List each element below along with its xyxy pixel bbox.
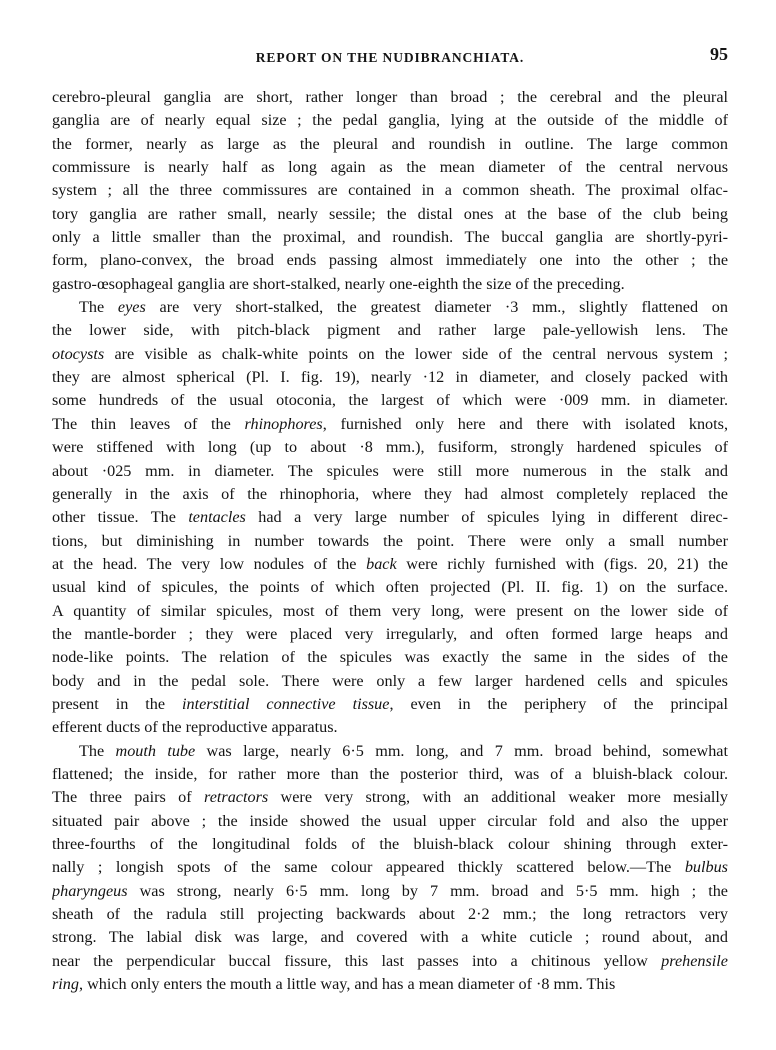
text-segment: were stiffened with long (up to about ·8 mm.), fusiform, strongly hardened spicules of [52, 438, 728, 457]
text-line [52, 926, 728, 949]
text-segment: about ·025 mm. in diameter. The spicules were still more numerous in the stalk and [52, 461, 728, 480]
text-line [52, 156, 728, 179]
italic-term: prehensile [661, 951, 728, 970]
text-segment: gastro-œsophageal ganglia are short-stalked, nearly one-eighth the size of the preceding. [52, 274, 625, 293]
text-segment: present in the [52, 694, 182, 713]
italic-term: otocysts [52, 344, 105, 363]
paragraph [52, 740, 728, 997]
text-line [52, 249, 728, 272]
text-segment: situated pair above ; the inside showed the usual upper circular fold and also the upper [52, 811, 728, 830]
text-line [52, 670, 728, 693]
text-segment: usual kind of spicules, the points of which often projected (Pl. II. fig. 1) on the surface. [52, 578, 728, 597]
italic-term: rhinophores [244, 414, 323, 433]
text-line [52, 856, 728, 879]
body-text [52, 86, 728, 996]
text-line [52, 319, 728, 342]
text-segment: had a very large number of spicules lying in different direc- [245, 508, 728, 527]
text-segment: tions, but diminishing in number towards the point. There were only a small number [52, 531, 728, 550]
text-segment: cerebro-pleural ganglia are short, rather longer than broad ; the cerebral and the pleural [52, 88, 728, 106]
italic-term: tentacles [188, 508, 246, 527]
page-number: 95 [710, 44, 728, 64]
text-line [52, 600, 728, 623]
text-line [52, 880, 728, 903]
text-segment: at the head. The very low nodules of the [52, 554, 367, 573]
text-line [52, 646, 728, 669]
text-line [52, 623, 728, 646]
text-line [52, 226, 728, 249]
text-segment: flattened; the inside, for rather more than the posterior third, was of a bluish-black colour. [52, 764, 728, 783]
text-segment: was large, nearly 6·5 mm. long, and 7 mm. broad behind, somewhat [195, 741, 728, 760]
text-segment: are very short-stalked, the greatest diameter ·3 mm., slightly flattened on [145, 298, 728, 317]
text-segment: some hundreds of the usual otoconia, the largest of which were ·009 mm. in diameter. [52, 391, 728, 410]
text-segment: was strong, nearly 6·5 mm. long by 7 mm. broad and 5·5 mm. high ; the [127, 881, 728, 900]
text-line [52, 460, 728, 483]
text-line [52, 413, 728, 436]
page-header [52, 44, 728, 72]
text-segment: nally ; longish spots of the same colour appeared thickly scattered below.—The [52, 858, 685, 877]
text-segment: they are almost spherical (Pl. I. fig. 19), nearly ·12 in diameter, and closely packed with [52, 368, 728, 387]
text-line [52, 833, 728, 856]
text-segment: the former, nearly as large as the pleural and roundish in outline. The large common [52, 134, 728, 153]
paragraph [52, 296, 728, 740]
text-line [52, 786, 728, 809]
paragraph [52, 86, 728, 296]
italic-term: retractors [204, 788, 269, 807]
italic-term: bulbus [684, 858, 728, 877]
text-line [52, 86, 728, 109]
text-line [52, 296, 728, 319]
italic-term: ring [52, 975, 79, 994]
text-segment: ganglia are of nearly equal size ; the pedal ganglia, lying at the outside of the middle of [52, 111, 728, 130]
text-segment: The three pairs of [52, 788, 205, 807]
text-segment: the lower side, with pitch-black pigment and rather large pale-yellowish lens. The [52, 321, 728, 340]
text-segment: near the perpendicular buccal fissure, this last passes into a chitinous yellow [52, 951, 662, 970]
text-line [52, 973, 728, 996]
text-line [52, 740, 728, 763]
text-segment: The [79, 298, 118, 317]
text-line [52, 716, 728, 739]
text-line [52, 763, 728, 786]
text-segment: generally in the axis of the rhinophoria, where they had almost completely replaced the [52, 484, 728, 503]
text-segment: , furnished only here and there with isolated knots, [322, 414, 728, 433]
text-line [52, 109, 728, 132]
italic-term: interstitial connective tissue [182, 694, 390, 713]
text-segment: system ; all the three commissures are contained in a common sheath. The proximal olfac- [52, 181, 728, 200]
text-line [52, 576, 728, 599]
running-title: REPORT ON THE NUDIBRANCHIATA. [255, 50, 525, 65]
text-segment: strong. The labial disk was large, and covered with a white cuticle ; round about, and [52, 928, 728, 947]
text-line [52, 133, 728, 156]
text-line [52, 950, 728, 973]
text-segment: form, plano-convex, the broad ends passing almost immediately one into the other ; the [52, 251, 728, 270]
text-line [52, 810, 728, 833]
text-segment: efferent ducts of the reproductive apparatus. [52, 718, 338, 737]
text-segment: A quantity of similar spicules, most of them very long, were present on the lower side of [52, 601, 728, 620]
text-segment: other tissue. The [52, 508, 189, 527]
italic-term: mouth tube [115, 741, 196, 760]
text-segment: only a little smaller than the proximal, and roundish. The buccal ganglia are shortly-pyri- [52, 228, 728, 247]
text-segment: three-fourths of the longitudinal folds of the bluish-black colour shining through exter- [52, 835, 728, 853]
text-line [52, 530, 728, 553]
text-segment: are visible as chalk-white points on the lower side of the central nervous system ; [104, 344, 728, 363]
italic-term: eyes [117, 298, 146, 317]
text-line [52, 343, 728, 366]
text-line [52, 506, 728, 529]
text-line [52, 553, 728, 576]
text-line [52, 389, 728, 412]
text-line [52, 483, 728, 506]
text-line [52, 273, 728, 296]
text-line [52, 366, 728, 389]
text-segment: the mantle-border ; they were placed very irregularly, and often formed large heaps and [52, 624, 728, 643]
text-line [52, 203, 728, 226]
text-segment: commissure is nearly half as long again as the mean diameter of the central nervous [52, 158, 728, 177]
text-line [52, 693, 728, 716]
italic-term: back [366, 554, 397, 573]
text-segment: body and in the pedal sole. There were only a few larger hardened cells and spicules [52, 671, 728, 690]
text-segment: tory ganglia are rather small, nearly sessile; the distal ones at the base of the club being [52, 204, 728, 223]
text-segment: The [79, 741, 116, 760]
text-segment: node-like points. The relation of the spicules was exactly the same in the sides of the [52, 648, 728, 667]
italic-term: pharyngeus [52, 881, 128, 900]
text-segment: , even in the periphery of the principal [389, 694, 728, 713]
text-segment: were richly furnished with (figs. 20, 21) the [396, 554, 728, 573]
text-segment: , which only enters the mouth a little way, and has a mean diameter of ·8 mm. This [79, 975, 616, 994]
text-segment: were very strong, with an additional weaker more mesially [268, 788, 728, 807]
text-line [52, 179, 728, 202]
text-line [52, 436, 728, 459]
text-segment: The thin leaves of the [52, 414, 245, 433]
text-segment: sheath of the radula still projecting backwards about 2·2 mm.; the long retractors very [52, 905, 728, 924]
text-line [52, 903, 728, 926]
